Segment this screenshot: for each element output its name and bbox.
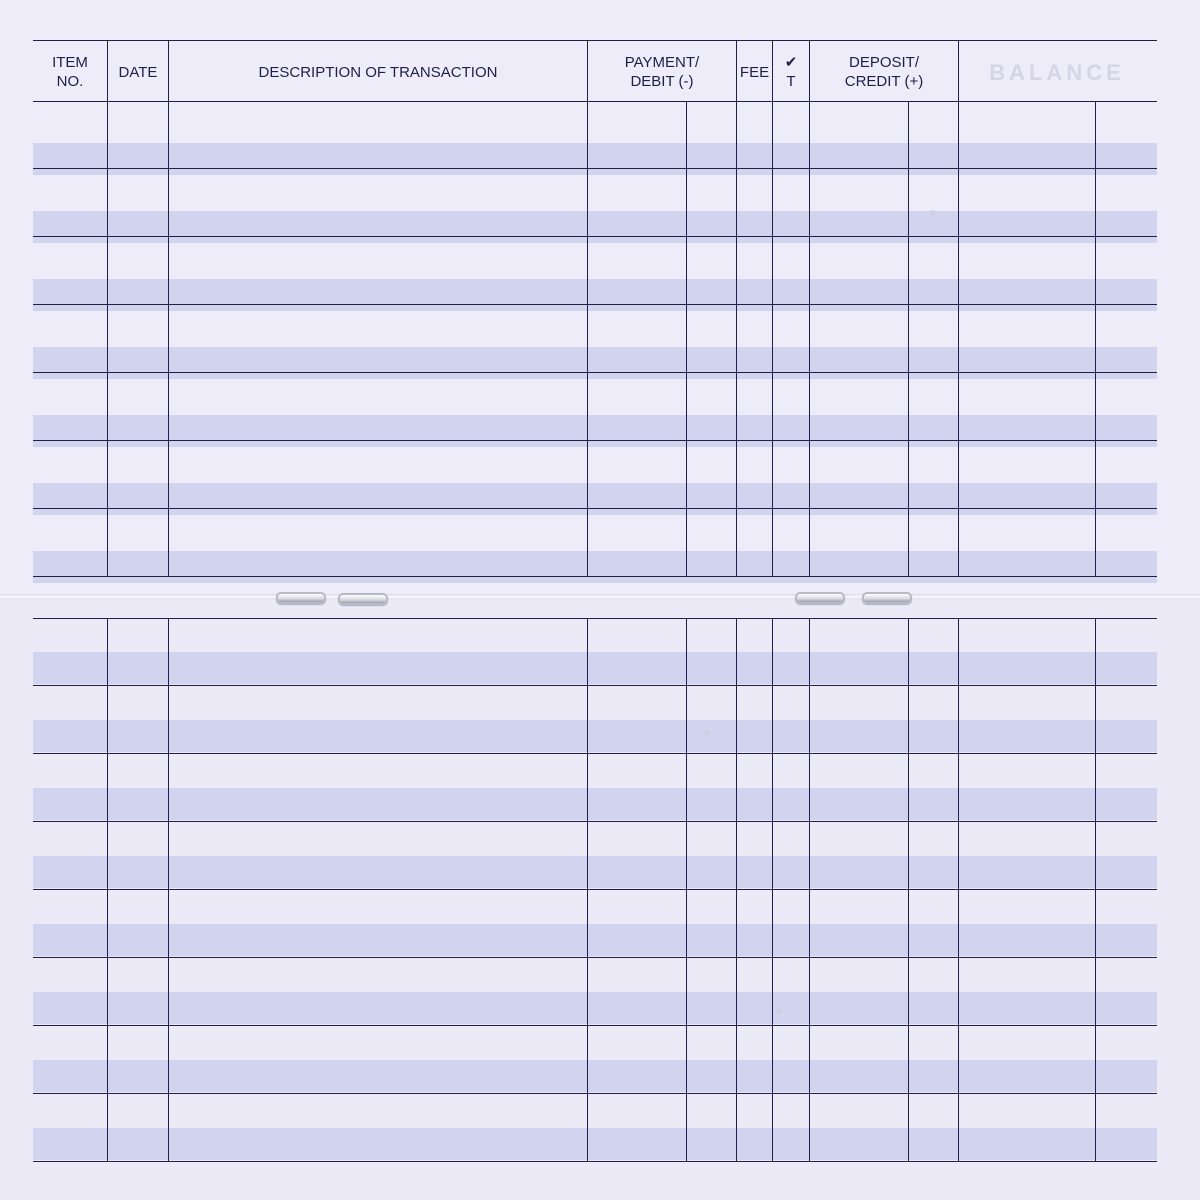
row-shade-band — [33, 788, 1157, 820]
row-shade-band — [33, 992, 1157, 1024]
column-rule — [958, 618, 959, 1162]
row-rule — [33, 1025, 1157, 1026]
header-description: DESCRIPTION OF TRANSACTION — [258, 63, 498, 81]
row-rule — [33, 1161, 1157, 1162]
header-date: DATE — [118, 63, 158, 81]
column-rule — [107, 618, 108, 1162]
column-rule — [809, 618, 810, 1162]
column-rule — [1095, 618, 1096, 1162]
row-rule — [33, 685, 1157, 686]
column-rule — [958, 101, 959, 576]
column-rule — [686, 101, 687, 576]
header-balance: BALANCE — [989, 59, 1125, 85]
header-fee: FEE — [739, 63, 770, 81]
staple-left-a — [276, 592, 326, 604]
column-rule — [736, 618, 737, 1162]
row-rule — [33, 304, 1157, 305]
column-rule — [908, 101, 909, 576]
column-rule — [772, 618, 773, 1162]
row-rule — [33, 1093, 1157, 1094]
column-rule — [686, 618, 687, 1162]
row-rule — [33, 618, 1157, 619]
row-shade-band — [33, 211, 1157, 243]
column-rule — [772, 40, 773, 101]
column-rule — [587, 40, 588, 101]
column-rule — [809, 40, 810, 101]
row-rule — [33, 821, 1157, 822]
column-rule — [736, 40, 737, 101]
column-rule — [958, 40, 959, 101]
column-rule — [772, 101, 773, 576]
column-rule — [587, 618, 588, 1162]
row-rule — [33, 372, 1157, 373]
page-fold — [0, 594, 1200, 600]
row-shade-band — [33, 347, 1157, 379]
row-rule — [33, 576, 1157, 577]
row-rule — [33, 753, 1157, 754]
column-rule — [107, 101, 108, 576]
column-rule — [736, 101, 737, 576]
column-rule — [168, 618, 169, 1162]
staple-right-b — [862, 592, 912, 604]
row-rule — [33, 889, 1157, 890]
header-cleared-checkmark: ✔ T — [784, 54, 798, 90]
row-shade-band — [33, 652, 1157, 684]
row-rule — [33, 957, 1157, 958]
column-rule — [107, 40, 108, 101]
row-shade-band — [33, 415, 1157, 447]
row-rule — [33, 440, 1157, 441]
staple-right-a — [795, 592, 845, 604]
paper-speck — [776, 1008, 782, 1014]
row-shade-band — [33, 483, 1157, 515]
column-rule — [168, 40, 169, 101]
register-sheet-bottom — [0, 598, 1200, 1200]
row-rule — [33, 508, 1157, 509]
staple-left-b — [338, 593, 388, 605]
row-shade-band — [33, 279, 1157, 311]
row-shade-band — [33, 143, 1157, 175]
paper-speck — [704, 730, 710, 736]
header-top-rule — [33, 40, 1157, 41]
header-deposit-credit: DEPOSIT/ CREDIT (+) — [844, 54, 924, 90]
paper-speck — [930, 210, 936, 216]
column-rule — [908, 618, 909, 1162]
column-rule — [168, 101, 169, 576]
row-rule — [33, 236, 1157, 237]
row-shade-band — [33, 856, 1157, 888]
row-shade-band — [33, 1060, 1157, 1092]
column-rule — [587, 101, 588, 576]
column-rule — [809, 101, 810, 576]
column-rule — [1095, 101, 1096, 576]
header-bottom-rule — [33, 101, 1157, 102]
header-payment-debit: PAYMENT/ DEBIT (-) — [624, 54, 700, 90]
row-shade-band — [33, 1128, 1157, 1160]
header-item-no: ITEM NO. — [52, 54, 88, 90]
row-shade-band — [33, 720, 1157, 752]
row-shade-band — [33, 551, 1157, 583]
row-rule — [33, 168, 1157, 169]
row-shade-band — [33, 924, 1157, 956]
